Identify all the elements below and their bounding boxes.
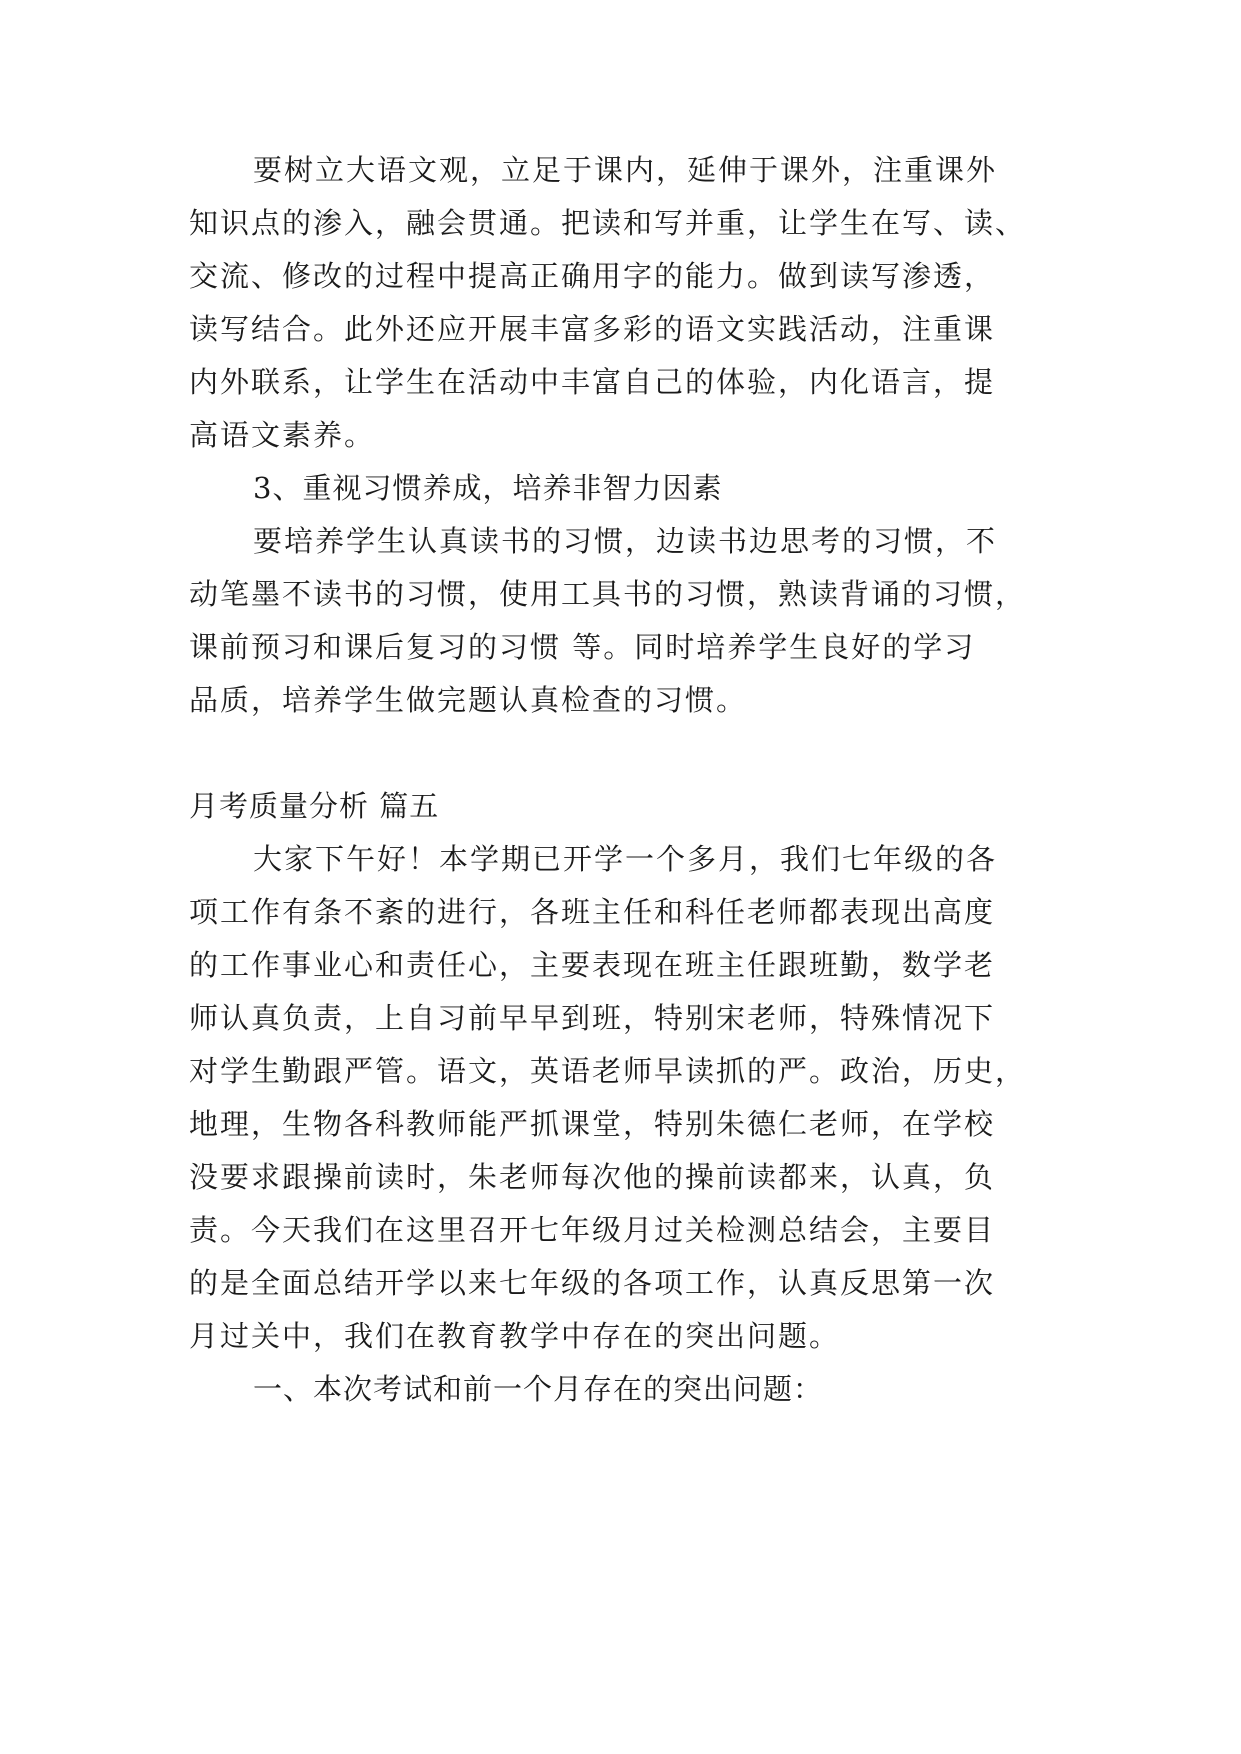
paragraph-3-line-2: 项工作有条不紊的进行，各班主任和科任老师都表现出高度 [189, 895, 996, 929]
paragraph-1-line-1: 要树立大语文观，立足于课内，延伸于课外，注重课外 [253, 153, 998, 187]
paragraph-1-line-4: 读写结合。此外还应开展丰富多彩的语文实践活动，注重课 [189, 312, 996, 346]
paragraph-3-line-6: 地理，生物各科教师能严抓课堂，特别朱德仁老师，在学校 [189, 1107, 996, 1141]
section-title: 月考质量分析 篇五 [189, 789, 440, 823]
paragraph-3-line-10: 月过关中，我们在教育教学中存在的突出问题。 [189, 1319, 841, 1353]
paragraph-3-line-3: 的工作事业心和责任心，主要表现在班主任跟班勤，数学老 [189, 948, 996, 982]
paragraph-3-line-5: 对学生勤跟严管。语文，英语老师早读抓的严。政治，历史， [189, 1054, 1027, 1088]
paragraph-2-line-1: 要培养学生认真读书的习惯，边读书边思考的习惯，不 [253, 524, 998, 558]
paragraph-1-line-5: 内外联系，让学生在活动中丰富自己的体验，内化语言，提 [189, 365, 996, 399]
paragraph-2-line-4: 品质，培养学生做完题认真检查的习惯。 [189, 683, 748, 717]
paragraph-3-line-7: 没要求跟操前读时，朱老师每次他的操前读都来，认真，负 [189, 1160, 996, 1194]
paragraph-1-line-2: 知识点的渗入，融会贯通。把读和写并重，让学生在写、读、 [189, 206, 1027, 240]
paragraph-3-line-9: 的是全面总结开学以来七年级的各项工作，认真反思第一次 [189, 1266, 996, 1300]
paragraph-3-line-4: 师认真负责，上自习前早早到班，特别宋老师，特殊情况下 [189, 1001, 996, 1035]
paragraph-3-line-1: 大家下午好！本学期已开学一个多月，我们七年级的各 [253, 842, 998, 876]
paragraph-1-line-3: 交流、修改的过程中提高正确用字的能力。做到读写渗透， [189, 259, 996, 293]
paragraph-2-line-2: 动笔墨不读书的习惯，使用工具书的习惯，熟读背诵的习惯， [189, 577, 1027, 611]
paragraph-1-line-6: 高语文素养。 [189, 418, 376, 452]
subheading-one: 一、本次考试和前一个月存在的突出问题： [253, 1372, 824, 1406]
paragraph-2-line-3: 课前预习和课后复习的习惯 等。同时培养学生良好的学习 [189, 630, 976, 664]
subheading-3: 3、重视习惯养成，培养非智力因素 [253, 471, 723, 505]
paragraph-3-line-8: 责。今天我们在这里召开七年级月过关检测总结会，主要目 [189, 1213, 996, 1247]
